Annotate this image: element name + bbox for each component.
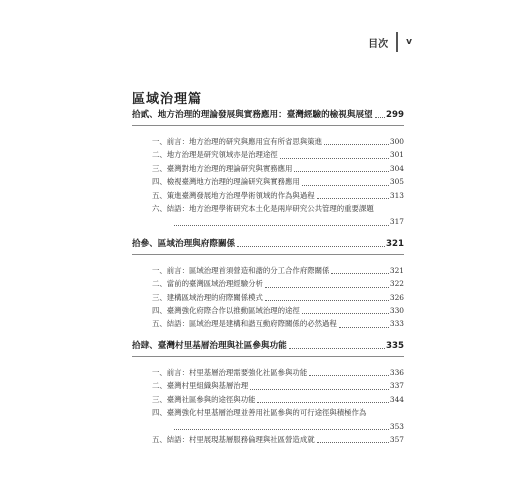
dot-leader bbox=[375, 117, 385, 118]
toc-entry[interactable] bbox=[132, 433, 404, 446]
header-title: 目次 bbox=[368, 38, 389, 50]
entry-page: 322 bbox=[389, 279, 404, 289]
entry-title: 六、結語：地方治理學術研究本土化是兩岸研究公共管理的重要課題 bbox=[152, 204, 374, 214]
entry-page: 353 bbox=[389, 421, 404, 431]
chapter-title: 拾肆、臺灣村里基層治理與社區參與功能 bbox=[132, 340, 287, 351]
dot-leader bbox=[302, 313, 389, 314]
toc-entry[interactable] bbox=[132, 366, 404, 379]
toc-entry[interactable] bbox=[132, 406, 404, 433]
entry-page: 301 bbox=[389, 150, 404, 160]
running-header bbox=[368, 32, 412, 52]
toc-entry[interactable] bbox=[132, 304, 404, 317]
part-title: 區域治理篇 bbox=[132, 92, 203, 107]
chapter-page: 335 bbox=[386, 340, 404, 351]
dot-leader bbox=[289, 348, 385, 349]
entry-title: 三、臺灣對地方治理的理論研究與實務應用 bbox=[152, 163, 293, 173]
dot-leader bbox=[331, 273, 389, 274]
toc-entry[interactable] bbox=[132, 148, 404, 161]
entry-page: 330 bbox=[389, 306, 404, 316]
entry-title: 四、臺灣強化村里基層治理並善用社區參與的可行途徑與積極作為 bbox=[152, 408, 367, 418]
entry-page: 337 bbox=[389, 381, 404, 391]
entry-title: 一、前言：區域治理首須營造和諧的分工合作府際關係 bbox=[152, 265, 330, 275]
dot-leader bbox=[265, 300, 389, 301]
chapter-title: 拾參、區域治理與府際關係 bbox=[132, 238, 236, 249]
entry-title: 一、前言：地方治理的研究與應用宜有所省思與策進 bbox=[152, 137, 322, 146]
dot-leader bbox=[265, 287, 389, 288]
entry-title: 二、當前的臺灣區域治理經驗分析 bbox=[152, 279, 263, 289]
chapter-title: 拾貳、地方治理的理論發展與實務應用：臺灣經驗的檢視與展望 bbox=[132, 110, 373, 120]
dot-leader bbox=[257, 402, 388, 403]
chapter-heading[interactable] bbox=[132, 340, 404, 357]
chapter-page: 299 bbox=[386, 110, 404, 120]
entry-page: 304 bbox=[389, 163, 404, 173]
entry-title: 四、臺灣強化府際合作以推動區域治理的途徑 bbox=[152, 306, 300, 316]
chapter-heading[interactable] bbox=[132, 238, 404, 255]
toc-entry[interactable] bbox=[132, 189, 404, 202]
entry-page: 326 bbox=[389, 292, 404, 302]
entry-page: 336 bbox=[389, 367, 404, 377]
entry-page: 357 bbox=[389, 434, 404, 444]
toc-entry[interactable] bbox=[132, 393, 404, 406]
table-of-contents bbox=[132, 109, 404, 446]
dot-leader bbox=[250, 389, 389, 390]
entry-page: 333 bbox=[389, 319, 404, 329]
entry-title: 五、結語：村里展現基層服務倫理與社區營造成就 bbox=[152, 434, 315, 444]
chapter-heading[interactable] bbox=[132, 109, 404, 126]
dot-leader bbox=[324, 144, 389, 145]
header-divider bbox=[396, 32, 398, 52]
entry-page: 344 bbox=[389, 394, 404, 404]
toc-entry[interactable] bbox=[132, 135, 404, 148]
dot-leader bbox=[339, 327, 389, 328]
entry-page: 300 bbox=[389, 137, 404, 146]
dot-leader bbox=[317, 198, 389, 199]
header-page-number: v bbox=[406, 37, 412, 47]
toc-entry[interactable] bbox=[132, 317, 404, 330]
entry-title: 五、結語：區域治理是建構和諧互動府際關係的必然過程 bbox=[152, 319, 337, 329]
toc-entry[interactable] bbox=[132, 175, 404, 188]
entry-page: 321 bbox=[389, 265, 404, 275]
toc-entry[interactable] bbox=[132, 202, 404, 229]
entry-page: 305 bbox=[389, 177, 404, 187]
entry-title: 二、臺灣村里組織與基層治理 bbox=[152, 381, 249, 391]
toc-entry[interactable] bbox=[132, 291, 404, 304]
entry-page: 317 bbox=[389, 217, 404, 227]
toc-entry[interactable] bbox=[132, 379, 404, 392]
dot-leader bbox=[280, 158, 389, 159]
dot-leader bbox=[237, 246, 385, 247]
entry-title: 三、建構區域治理的府際關係模式 bbox=[152, 292, 263, 302]
toc-entry[interactable] bbox=[132, 264, 404, 277]
dot-leader bbox=[302, 185, 389, 186]
toc-entry[interactable] bbox=[132, 162, 404, 175]
chapter-page: 321 bbox=[386, 238, 404, 249]
dot-leader bbox=[317, 442, 389, 443]
entry-title: 四、檢視臺灣地方治理的理論研究與實務應用 bbox=[152, 177, 300, 187]
entry-title: 二、地方治理是研究領域亦是治理途徑 bbox=[152, 150, 278, 160]
entry-title: 五、策進臺灣發展地方治理學術領域的作為與過程 bbox=[152, 190, 315, 200]
dot-leader bbox=[294, 171, 388, 172]
entry-title: 一、前言：村里基層治理需要強化社區參與功能 bbox=[152, 367, 308, 377]
dot-leader bbox=[309, 375, 389, 376]
entry-title: 三、臺灣社區參與的途徑與功能 bbox=[152, 394, 256, 404]
dot-leader bbox=[174, 429, 389, 430]
dot-leader bbox=[174, 225, 389, 226]
entry-page: 313 bbox=[389, 190, 404, 200]
toc-entry[interactable] bbox=[132, 277, 404, 290]
